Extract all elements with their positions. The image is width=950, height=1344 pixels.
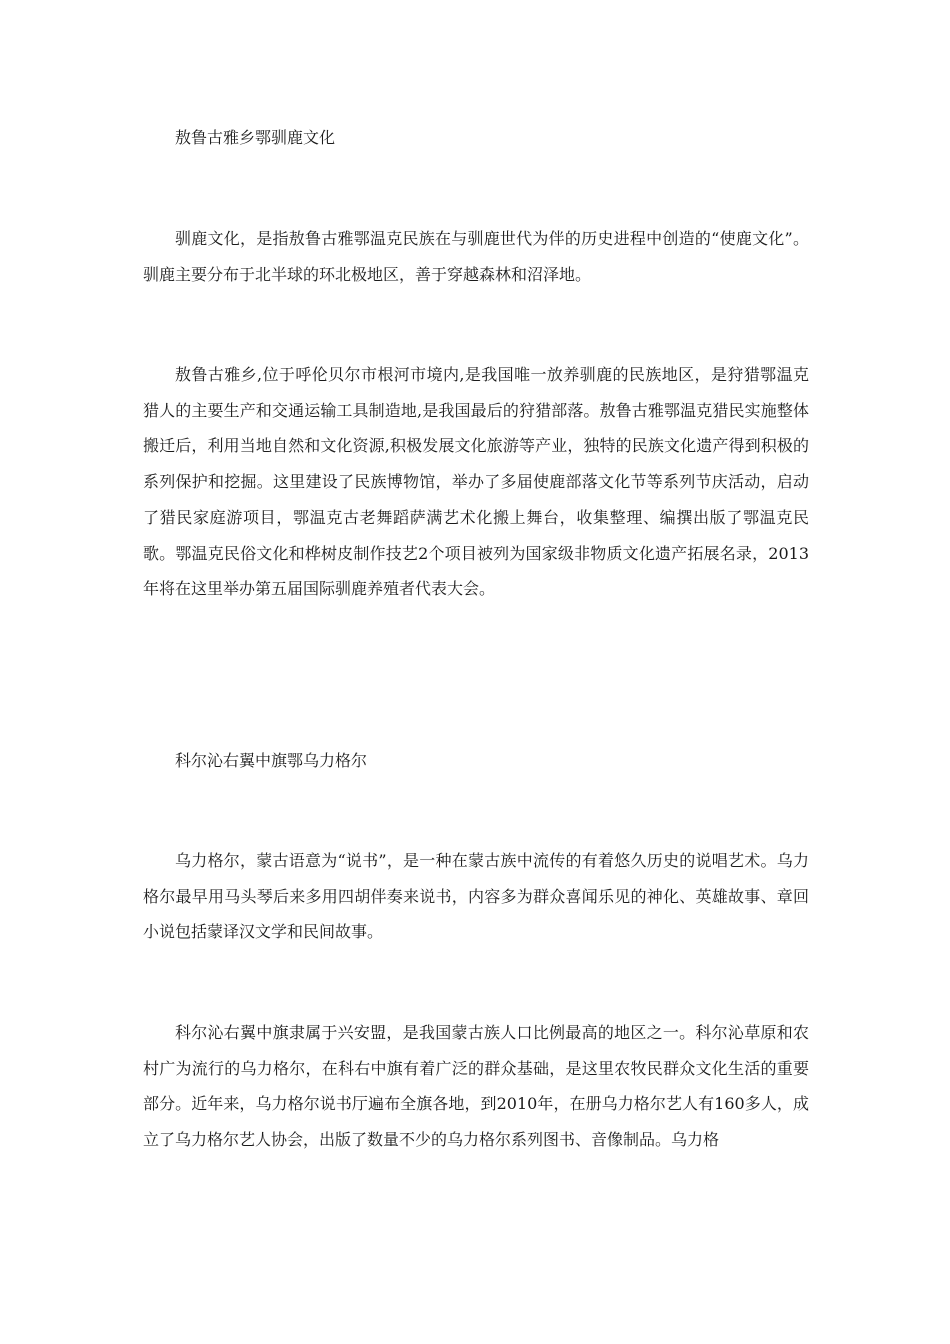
paragraph-uliger-intro: 乌力格尔，蒙古语意为“说书”，是一种在蒙古族中流传的有着悠久历史的说唱艺术。乌力格尔最早用马头琴后来多用四胡伴奏来说书，内容多为群众喜闻乐见的神化、英雄故事、章回小说包括蒙译汉文学和民间故事。 <box>143 851 809 942</box>
section-heading-reindeer-culture: 敖鲁古雅乡鄂驯鹿文化 <box>175 128 336 147</box>
paragraph-aoluguya-township: 敖鲁古雅乡,位于呼伦贝尔市根河市境内,是我国唯一放养驯鹿的民族地区，是狩猎鄂温克猎人的主要生产和交通运输工具制造地,是我国最后的狩猎部落。敖鲁古雅鄂温克猎民实施整体搬迁后，利用当地自然和文化资源,积极发展文化旅游等产业，独特的民族文化遗产得到积极的系列保护和挖掘。这里建设了民族博物馆，举办了多届使鹿部落文化节等系列节庆活动，启动了猎民家庭游项目，鄂温克古老舞蹈萨满艺术化搬上舞台，收集整理、编撰出版了鄂温克民歌。鄂温克民俗文化和桦树皮制作技艺2个项目被列为国家级非物质文化遗产拓展名录，2013年将在这里举办第五届国际驯鹿养殖者代表大会。 <box>143 365 809 599</box>
section-heading-uliger: 科尔沁右翼中旗鄂乌力格尔 <box>175 751 368 770</box>
paragraph-horqin-right-middle-banner: 科尔沁右翼中旗隶属于兴安盟，是我国蒙古族人口比例最高的地区之一。科尔沁草原和农村广为流行的乌力格尔，在科右中旗有着广泛的群众基础，是这里农牧民群众文化生活的重要部分。近年来，乌力格尔说书厅遍布全旗各地，到2010年，在册乌力格尔艺人有160多人，成立了乌力格尔艺人协会，出版了数量不少的乌力格尔系列图书、音像制品。乌力格 <box>143 1023 809 1150</box>
paragraph-reindeer-intro: 驯鹿文化，是指敖鲁古雅鄂温克民族在与驯鹿世代为伴的历史进程中创造的“使鹿文化”。驯鹿主要分布于北半球的环北极地区，善于穿越森林和沼泽地。 <box>143 229 809 284</box>
